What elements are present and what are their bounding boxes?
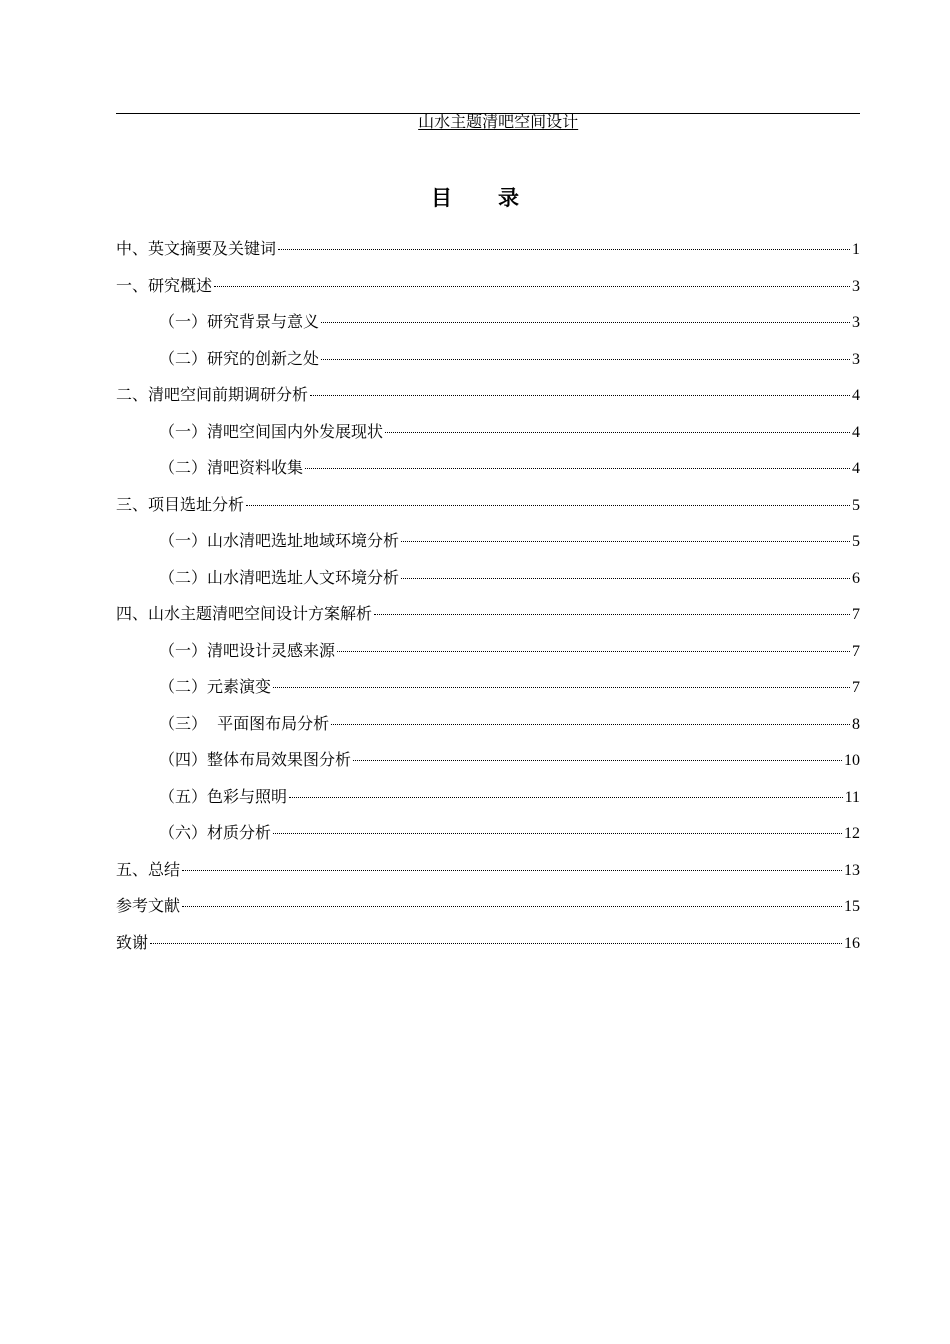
toc-entry-page: 16 xyxy=(844,934,860,952)
toc-entry[interactable] xyxy=(116,894,860,931)
toc-entry-label: 中、英文摘要及关键词 xyxy=(116,239,277,258)
toc-entry[interactable] xyxy=(116,420,860,457)
toc-entry-label: （二）研究的创新之处 xyxy=(159,348,320,368)
toc-leader xyxy=(289,797,843,798)
toc-entry-label: 五、总结 xyxy=(116,859,181,879)
toc-entry[interactable] xyxy=(116,858,860,895)
toc-entry-label: 四、山水主题清吧空间设计方案解析 xyxy=(116,604,373,623)
toc-entry-page: 11 xyxy=(844,788,860,806)
toc-entry-label: （六）材质分析 xyxy=(159,823,272,842)
toc-entry-page: 12 xyxy=(844,825,860,842)
toc-entry[interactable] xyxy=(116,639,860,676)
toc-entry[interactable] xyxy=(116,566,860,603)
running-header-title: 山水主题清吧空间设计 xyxy=(418,112,579,131)
toc-entry-label: 二、清吧空间前期调研分析 xyxy=(116,385,309,404)
toc-leader xyxy=(374,614,850,615)
toc-entry[interactable] xyxy=(116,310,860,347)
toc-entry[interactable] xyxy=(116,347,860,384)
toc-entry-page: 7 xyxy=(852,606,860,623)
toc-entry-label: 参考文献 xyxy=(116,896,181,915)
toc-leader xyxy=(401,541,850,542)
toc-entry-page: 7 xyxy=(852,642,860,660)
toc-entry-page: 3 xyxy=(852,277,860,295)
toc-entry[interactable] xyxy=(116,493,860,530)
toc-entry-page: 15 xyxy=(844,898,860,915)
toc-entry[interactable] xyxy=(116,529,860,566)
toc-leader xyxy=(321,359,850,360)
table-of-contents xyxy=(116,237,860,967)
toc-entry-page: 8 xyxy=(852,715,860,733)
toc-entry-label: 一、研究概述 xyxy=(116,275,213,295)
toc-entry-page: 13 xyxy=(844,861,860,879)
toc-entry-label: （三） 平面图布局分析 xyxy=(159,713,330,733)
toc-leader xyxy=(321,322,850,323)
toc-entry-page: 4 xyxy=(852,387,860,404)
running-header xyxy=(116,92,860,131)
toc-entry-page: 10 xyxy=(844,752,860,769)
toc-entry-label: （四）整体布局效果图分析 xyxy=(159,750,352,769)
toc-entry[interactable] xyxy=(116,931,860,968)
toc-leader xyxy=(214,286,850,287)
toc-entry-page: 4 xyxy=(852,460,860,477)
toc-entry-page: 6 xyxy=(852,569,860,587)
toc-entry-label: （二）元素演变 xyxy=(159,677,272,696)
toc-entry[interactable] xyxy=(116,602,860,639)
toc-leader xyxy=(182,906,842,907)
toc-leader xyxy=(150,943,842,944)
toc-entry-label: （一）研究背景与意义 xyxy=(159,312,320,331)
toc-entry[interactable] xyxy=(116,274,860,311)
toc-entry[interactable] xyxy=(116,456,860,493)
toc-entry-page: 3 xyxy=(852,314,860,331)
toc-leader xyxy=(273,687,850,688)
toc-entry-label: （一）清吧空间国内外发展现状 xyxy=(159,421,384,441)
toc-entry-label: （一）山水清吧选址地域环境分析 xyxy=(159,531,400,550)
toc-entry-page: 1 xyxy=(852,241,860,258)
toc-entry-page: 5 xyxy=(852,533,860,550)
toc-entry[interactable] xyxy=(116,237,860,274)
toc-entry-page: 5 xyxy=(852,496,860,514)
toc-entry-label: （二）清吧资料收集 xyxy=(159,458,304,477)
toc-leader xyxy=(337,651,850,652)
toc-title: 目录 xyxy=(431,185,565,210)
toc-leader xyxy=(353,760,842,761)
toc-leader xyxy=(246,505,850,506)
toc-entry[interactable] xyxy=(116,748,860,785)
toc-entry-page: 4 xyxy=(852,423,860,441)
toc-leader xyxy=(273,833,842,834)
toc-entry-page: 3 xyxy=(852,350,860,368)
toc-leader xyxy=(278,249,850,250)
toc-entry-label: （二）山水清吧选址人文环境分析 xyxy=(159,567,400,587)
toc-leader xyxy=(310,395,850,396)
toc-entry-label: 三、项目选址分析 xyxy=(116,494,245,514)
toc-entry-label: （五）色彩与照明 xyxy=(159,786,288,806)
toc-entry[interactable] xyxy=(116,383,860,420)
toc-entry[interactable] xyxy=(116,712,860,749)
toc-leader xyxy=(331,724,850,725)
toc-leader xyxy=(305,468,850,469)
toc-leader xyxy=(401,578,850,579)
toc-entry[interactable] xyxy=(116,821,860,858)
toc-leader xyxy=(385,432,850,433)
toc-entry-label: （一）清吧设计灵感来源 xyxy=(159,640,336,660)
toc-entry[interactable] xyxy=(116,675,860,712)
toc-entry-page: 7 xyxy=(852,679,860,696)
toc-leader xyxy=(182,870,842,871)
toc-entry-label: 致谢 xyxy=(116,932,149,952)
toc-entry[interactable] xyxy=(116,785,860,822)
